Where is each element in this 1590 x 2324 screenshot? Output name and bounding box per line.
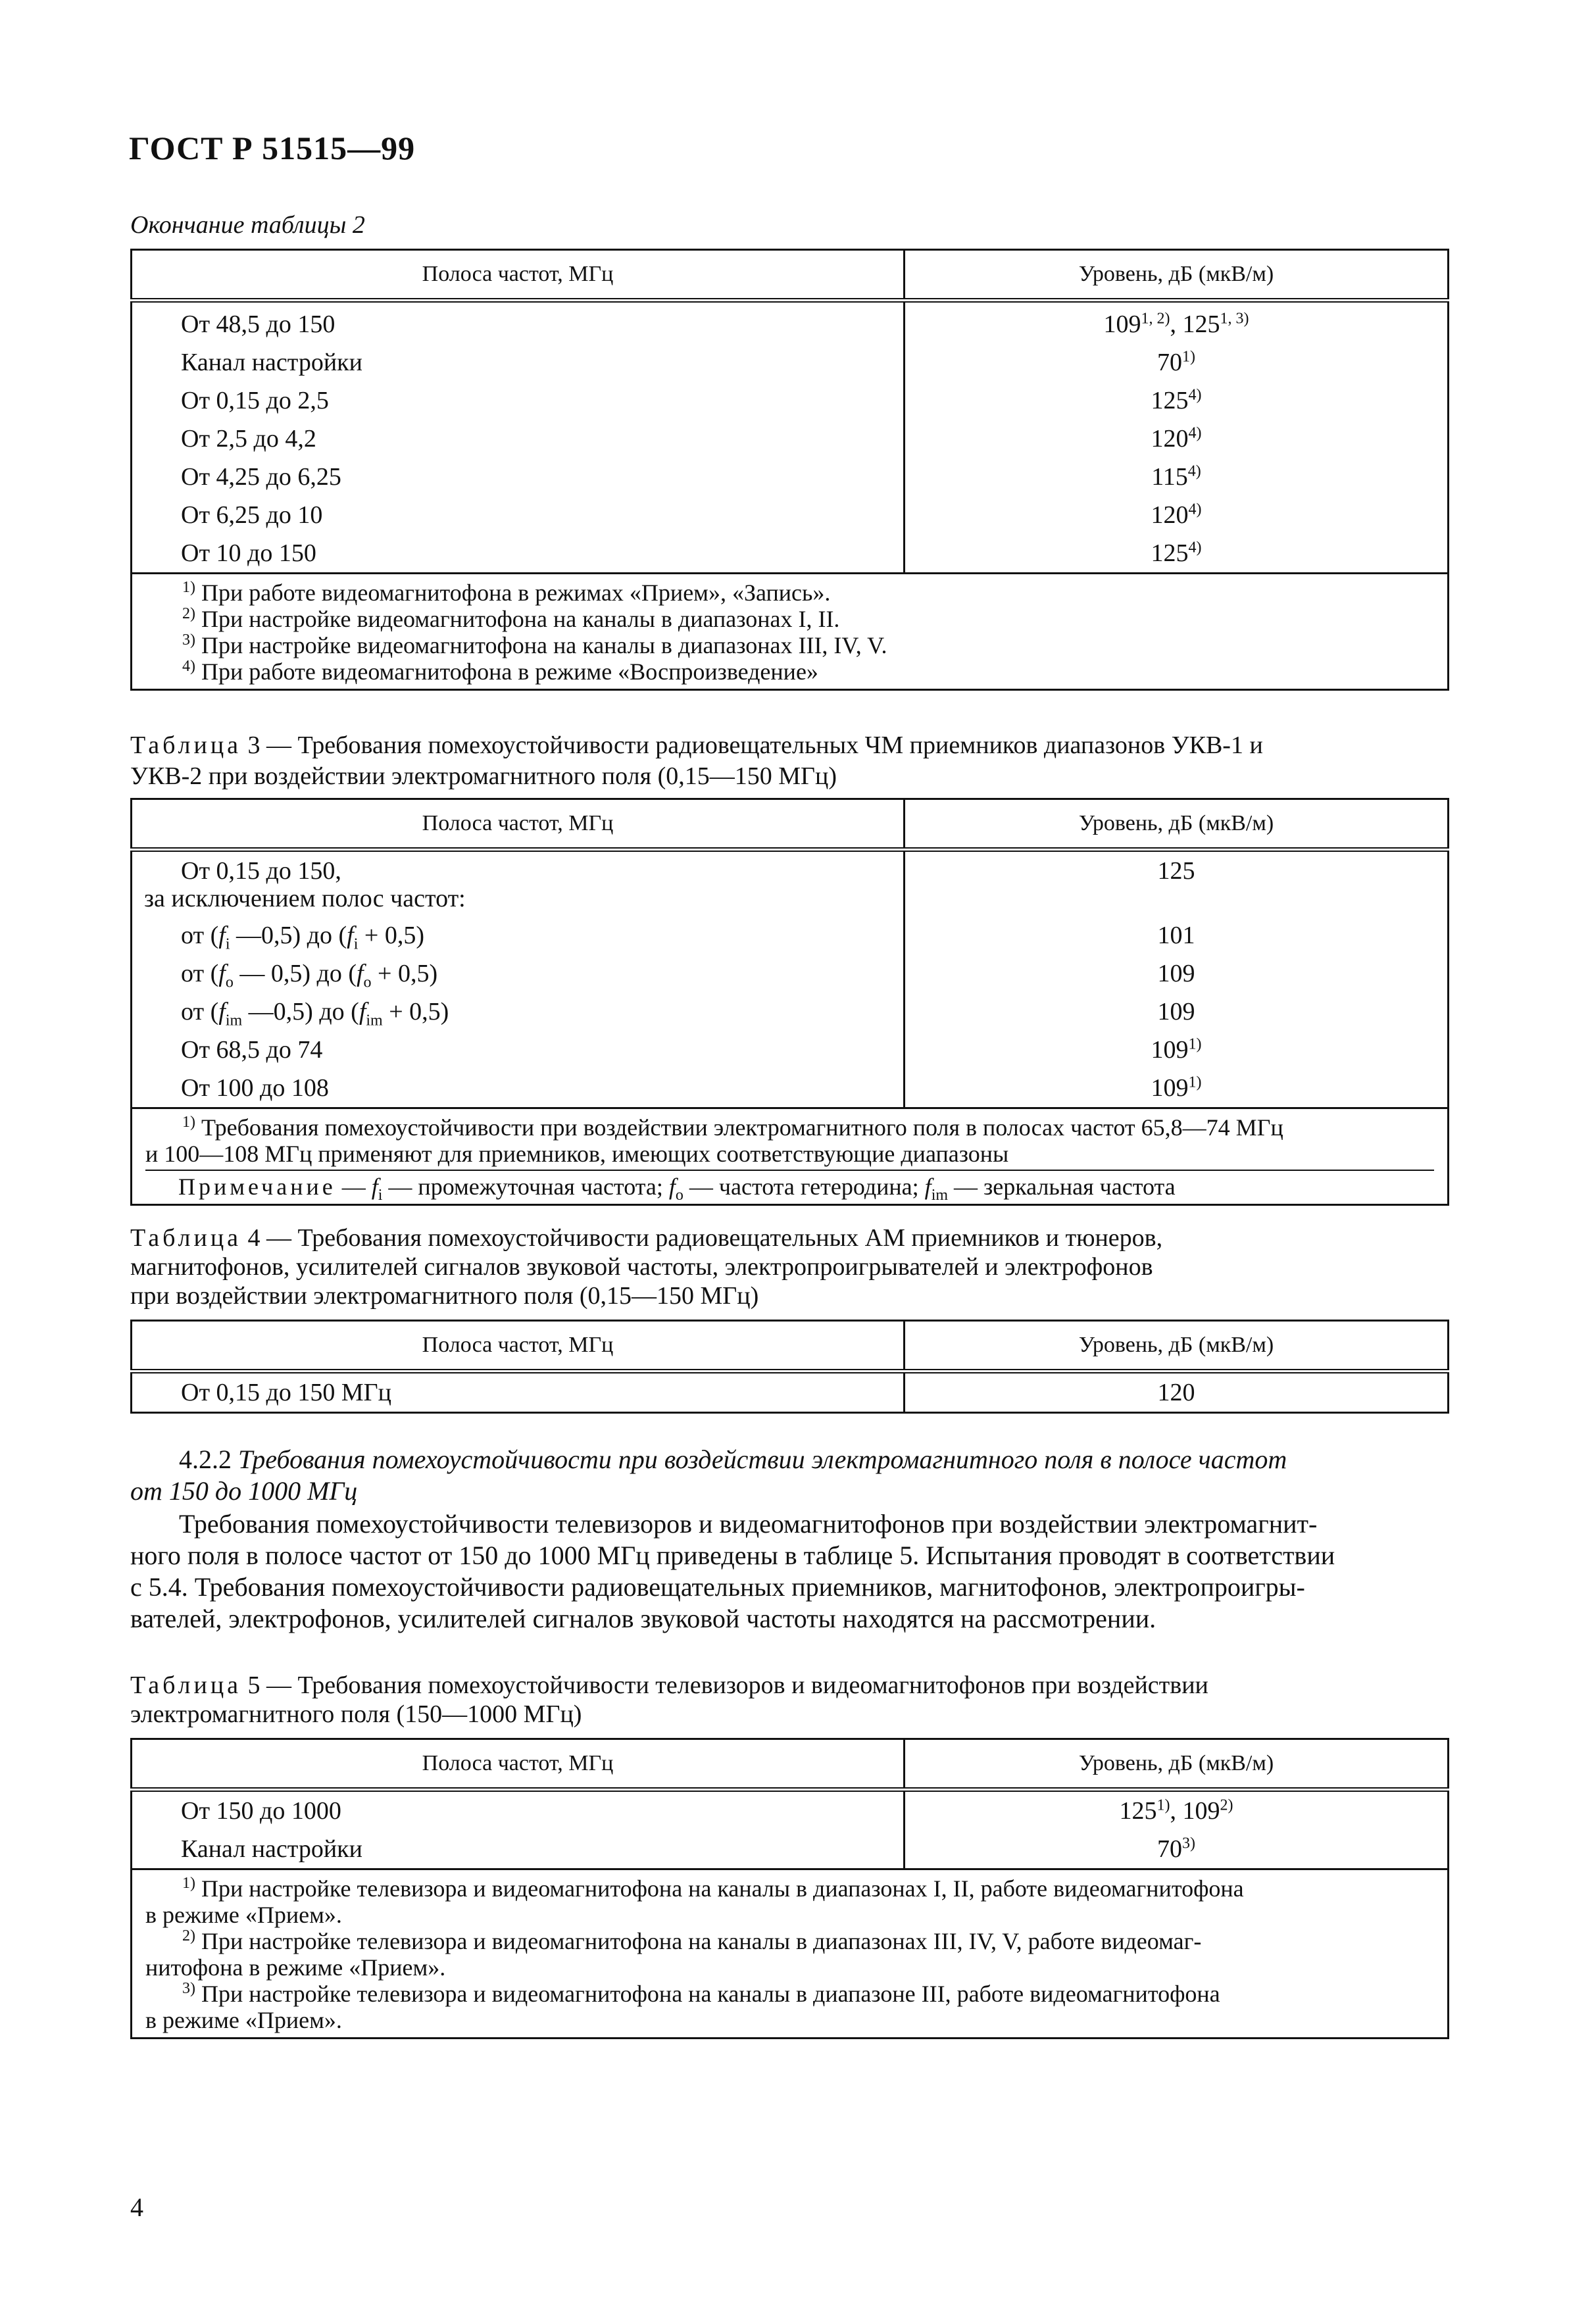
band-cell: От 6,25 до 10 bbox=[132, 496, 905, 534]
table-row bbox=[132, 301, 1449, 344]
level-cell: 109$^{1)}$ bbox=[1151, 1035, 1202, 1064]
band-cell: От 4,25 до 6,25 bbox=[132, 458, 905, 496]
table2-caption: Окончание таблицы 2 bbox=[130, 211, 365, 239]
table-row bbox=[132, 1790, 1449, 1831]
level-cell: 70$^{1)}$ bbox=[1157, 348, 1195, 376]
band-cell: От 100 до 108 bbox=[132, 1069, 905, 1108]
level-cell: 109$^{1)}$ bbox=[1151, 1074, 1202, 1102]
body-line: вателей, электрофонов, усилителей сигналов звуковой частоты находятся на рассмотрении. bbox=[130, 1604, 1156, 1633]
table-row bbox=[132, 496, 1449, 534]
table-row bbox=[132, 850, 1449, 917]
document-header: ГОСТ Р 51515—99 bbox=[129, 130, 416, 166]
footnote: $^{3)}$ При настройке телевизора и видеомагнитофона на каналы в диапазоне III, работе видеомагнитофона bbox=[182, 1980, 1220, 2007]
column-header-level: Уровень, дБ (мкВ/м) bbox=[905, 1739, 1449, 1790]
footnote-continuation: нитофона в режиме «Прием». bbox=[145, 1954, 446, 1981]
table-3 bbox=[130, 798, 1449, 1206]
table-row bbox=[132, 1830, 1449, 1869]
band-cell: Канал настройки bbox=[132, 343, 905, 382]
level-cell: 120$^{4)}$ bbox=[1151, 424, 1202, 453]
level-cell: 109 bbox=[1157, 960, 1195, 987]
footnote: $^{1)}$ При настройке телевизора и видеомагнитофона на каналы в диапазонах I, II, работе видеомагнитофона bbox=[182, 1875, 1244, 1902]
band-cell: От 150 до 1000 bbox=[132, 1790, 905, 1831]
column-header-level: Уровень, дБ (мкВ/м) bbox=[905, 1321, 1449, 1372]
footnote-continuation: в режиме «Прием». bbox=[145, 1902, 342, 1928]
table-header-row bbox=[132, 1321, 1449, 1372]
level-cell: 101 bbox=[1157, 922, 1195, 949]
table3-caption: Таблица 3 — Требования помехоустойчивости радиовещательных ЧМ приемников диапазонов УКВ-1 и УКВ-2 при воздействии электромагнитного поля (0,15—150 МГц) bbox=[130, 731, 1263, 790]
column-header-band: Полоса частот, МГц bbox=[132, 1739, 905, 1790]
section-title-continuation: от 150 до 1000 МГц bbox=[130, 1476, 358, 1506]
band-cell: От 0,15 до 2,5 bbox=[132, 382, 905, 420]
body-line: с 5.4. Требования помехоустойчивости радиовещательных приемников, магнитофонов, электропроигры- bbox=[130, 1572, 1305, 1602]
table-row bbox=[132, 1031, 1449, 1069]
table-row bbox=[132, 954, 1449, 993]
table-5 bbox=[130, 1738, 1449, 2039]
body-line: Требования помехоустойчивости телевизоров и видеомагнитофонов при воздействии электромагнит- bbox=[179, 1509, 1318, 1539]
band-cell: От 0,15 до 150, за исключением полос частот: bbox=[132, 850, 905, 917]
footnotes-row bbox=[132, 574, 1449, 690]
column-header-level: Уровень, дБ (мкВ/м) bbox=[905, 250, 1449, 301]
table-note: Примечание — $f_i$ — промежуточная частота; $f_o$ — частота гетеродина; $f_{im}$ — зеркальная частота bbox=[145, 1170, 1434, 1200]
page-number: 4 bbox=[130, 2192, 143, 2222]
footnote: $^{2)}$ При настройке видеомагнитофона на каналы в диапазонах I, II. bbox=[182, 605, 840, 632]
table-row bbox=[132, 916, 1449, 954]
section-title: 4.2.2 Требования помехоустойчивости при воздействии электромагнитного поля в полосе частот bbox=[179, 1445, 1287, 1474]
table-header-row bbox=[132, 250, 1449, 301]
level-cell: 125 bbox=[1157, 857, 1195, 885]
footnote: $^{3)}$ При настройке видеомагнитофона на каналы в диапазонах III, IV, V. bbox=[182, 631, 887, 658]
footnotes bbox=[132, 1108, 1449, 1205]
level-cell: 109$^{1, 2)}$, 125$^{1, 3)}$ bbox=[1103, 310, 1249, 338]
footnote: $^{1)}$ При работе видеомагнитофона в режимах «Прием», «Запись». bbox=[182, 579, 831, 606]
level-cell: 125$^{4)}$ bbox=[1151, 386, 1202, 414]
footnotes-row bbox=[132, 1869, 1449, 2039]
level-cell: 125$^{4)}$ bbox=[1151, 539, 1202, 567]
level-cell: 120$^{4)}$ bbox=[1151, 501, 1202, 529]
band-cell: от ($f_{im}$ —0,5) до $(f_{im} + 0,5)$ bbox=[132, 993, 905, 1031]
table-row bbox=[132, 993, 1449, 1031]
table-row bbox=[132, 343, 1449, 382]
table-header-row bbox=[132, 799, 1449, 850]
column-header-band: Полоса частот, МГц bbox=[132, 250, 905, 301]
level-cell: 109 bbox=[1157, 998, 1195, 1026]
table-2-end bbox=[130, 249, 1449, 691]
table-row bbox=[132, 420, 1449, 458]
column-header-band: Полоса частот, МГц bbox=[132, 1321, 905, 1372]
table-row bbox=[132, 534, 1449, 574]
band-cell: От 10 до 150 bbox=[132, 534, 905, 574]
table-row bbox=[132, 1069, 1449, 1108]
footnotes bbox=[132, 574, 1449, 690]
column-header-level: Уровень, дБ (мкВ/м) bbox=[905, 799, 1449, 850]
table-row bbox=[132, 458, 1449, 496]
body-line: ного поля в полосе частот от 150 до 1000 МГц приведены в таблице 5. Испытания проводят в соответствии bbox=[130, 1541, 1335, 1570]
band-cell: от ($f_o$ — 0,5) до $(f_o + 0,5)$ bbox=[132, 954, 905, 993]
footnote: $^{1)}$ Требования помехоустойчивости при воздействии электромагнитного поля в полосах частот 65,8—74 МГц bbox=[182, 1114, 1283, 1141]
band-cell: От 0,15 до 150 МГц bbox=[132, 1372, 905, 1413]
footnotes-row bbox=[132, 1108, 1449, 1205]
footnotes bbox=[132, 1869, 1449, 2039]
table-row bbox=[132, 382, 1449, 420]
table-header-row bbox=[132, 1739, 1449, 1790]
level-cell: 120 bbox=[1157, 1379, 1195, 1406]
footnote-continuation: и 100—108 МГц применяют для приемников, имеющих соответствующие диапазоны bbox=[145, 1141, 1009, 1167]
table-4 bbox=[130, 1320, 1449, 1414]
level-cell: 70$^{3)}$ bbox=[1157, 1835, 1195, 1863]
table-row bbox=[132, 1372, 1449, 1413]
band-cell: от ($f_i$ —0,5) до $(f_i + 0,5)$ bbox=[132, 916, 905, 954]
band-cell: От 2,5 до 4,2 bbox=[132, 420, 905, 458]
level-cell: 115$^{4)}$ bbox=[1151, 462, 1201, 491]
band-cell: Канал настройки bbox=[132, 1830, 905, 1869]
footnote-continuation: в режиме «Прием». bbox=[145, 2007, 342, 2033]
band-cell: От 48,5 до 150 bbox=[132, 301, 905, 344]
footnote: $^{4)}$ При работе видеомагнитофона в режиме «Воспроизведение» bbox=[182, 658, 818, 685]
band-cell: От 68,5 до 74 bbox=[132, 1031, 905, 1069]
table4-caption: Таблица 4 — Требования помехоустойчивости радиовещательных АМ приемников и тюнеров, магнитофонов, усилителей сигналов звуковой частоты, электропроигрывателей и электрофонов при воздействии электромагнитного поля (0,15—150 МГц) bbox=[130, 1224, 1163, 1310]
table5-caption: Таблица 5 — Требования помехоустойчивости телевизоров и видеомагнитофонов при воздействии электромагнитного поля (150—1000 МГц) bbox=[130, 1671, 1208, 1728]
level-cell: 125$^{1)}$, 109$^{2)}$ bbox=[1119, 1796, 1233, 1825]
section-4-2-2 bbox=[130, 1444, 1447, 1635]
footnote: $^{2)}$ При настройке телевизора и видеомагнитофона на каналы в диапазонах III, IV, V, работе видеомаг- bbox=[182, 1927, 1202, 1954]
column-header-band: Полоса частот, МГц bbox=[132, 799, 905, 850]
